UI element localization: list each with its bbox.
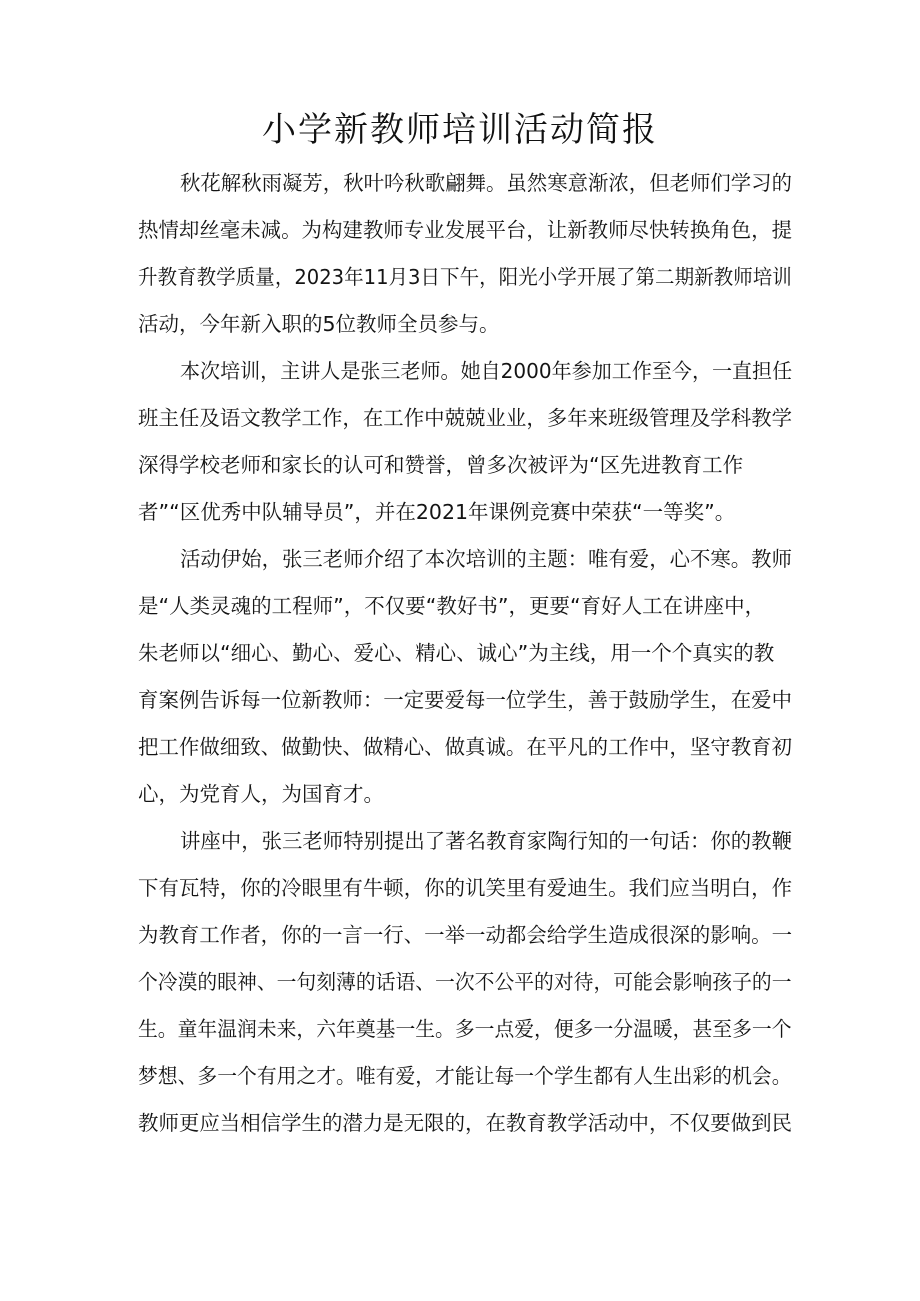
document-title: 小学新教师培训活动简报: [262, 110, 658, 150]
paragraph-line: 为教育工作者，你的一言一行、一举一动都会给学生造成很深的影响。一: [138, 923, 793, 947]
paragraph-line: 深得学校老师和家长的认可和赞誉，曾多次被评为“区先进教育工作: [138, 453, 744, 477]
paragraph-line: 讲座中，张三老师特别提出了著名教育家陶行知的一句话：你的教鞭: [180, 829, 792, 853]
paragraph-line: 朱老师以“细心、勤心、爱心、精心、诚心”为主线，用一个个真实的教: [138, 641, 775, 665]
paragraph-line: 热情却丝毫未减。为构建教师专业发展平台，让新教师尽快转换角色，提: [138, 218, 793, 242]
paragraph-line: 育案例告诉每一位新教师：一定要爱每一位学生，善于鼓励学生，在爱中: [138, 688, 793, 712]
paragraph-line: 心，为党育人，为国育才。: [138, 782, 384, 806]
paragraph-line: 是“人类灵魂的工程师”，不仅要“教好书”，更要“育好人工在讲座中，: [138, 594, 766, 618]
paragraph-line: 梦想、多一个有用之才。唯有爱，才能让每一个学生都有人生出彩的机会。: [138, 1064, 792, 1088]
paragraph-line: 活动伊始，张三老师介绍了本次培训的主题：唯有爱，心不寒。教师: [180, 547, 792, 571]
paragraph-line: 教师更应当相信学生的潜力是无限的，在教育教学活动中，不仅要做到民: [138, 1111, 793, 1135]
paragraph-line: 升教育教学质量，2023年11月3日下午，阳光小学开展了第二期新教师培训: [138, 265, 792, 289]
paragraph-line: 活动，今年新入职的5位教师全员参与。: [138, 312, 500, 336]
paragraph-line: 班主任及语文教学工作，在工作中兢兢业业，多年来班级管理及学科教学: [138, 406, 793, 430]
paragraph-line: 者”“区优秀中队辅导员”，并在2021年课例竞赛中荣获“一等奖”。: [138, 500, 736, 524]
paragraph-line: 个冷漠的眼神、一句刻薄的话语、一次不公平的对待，可能会影响孩子的一: [138, 970, 792, 994]
paragraph-line: 把工作做细致、做勤快、做精心、做真诚。在平凡的工作中，坚守教育初: [138, 735, 793, 759]
paragraph-line: 生。童年温润未来，六年奠基一生。多一点爱，便多一分温暖，甚至多一个: [138, 1017, 792, 1041]
paragraph-line: 秋花解秋雨凝芳，秋叶吟秋歌翩舞。虽然寒意渐浓，但老师们学习的: [180, 171, 792, 195]
paragraph-line: 下有瓦特，你的冷眼里有牛顿，你的讥笑里有爱迪生。我们应当明白，作: [138, 876, 793, 900]
paragraph-line: 本次培训，主讲人是张三老师。她自2000年参加工作至今，一直担任: [180, 359, 793, 383]
